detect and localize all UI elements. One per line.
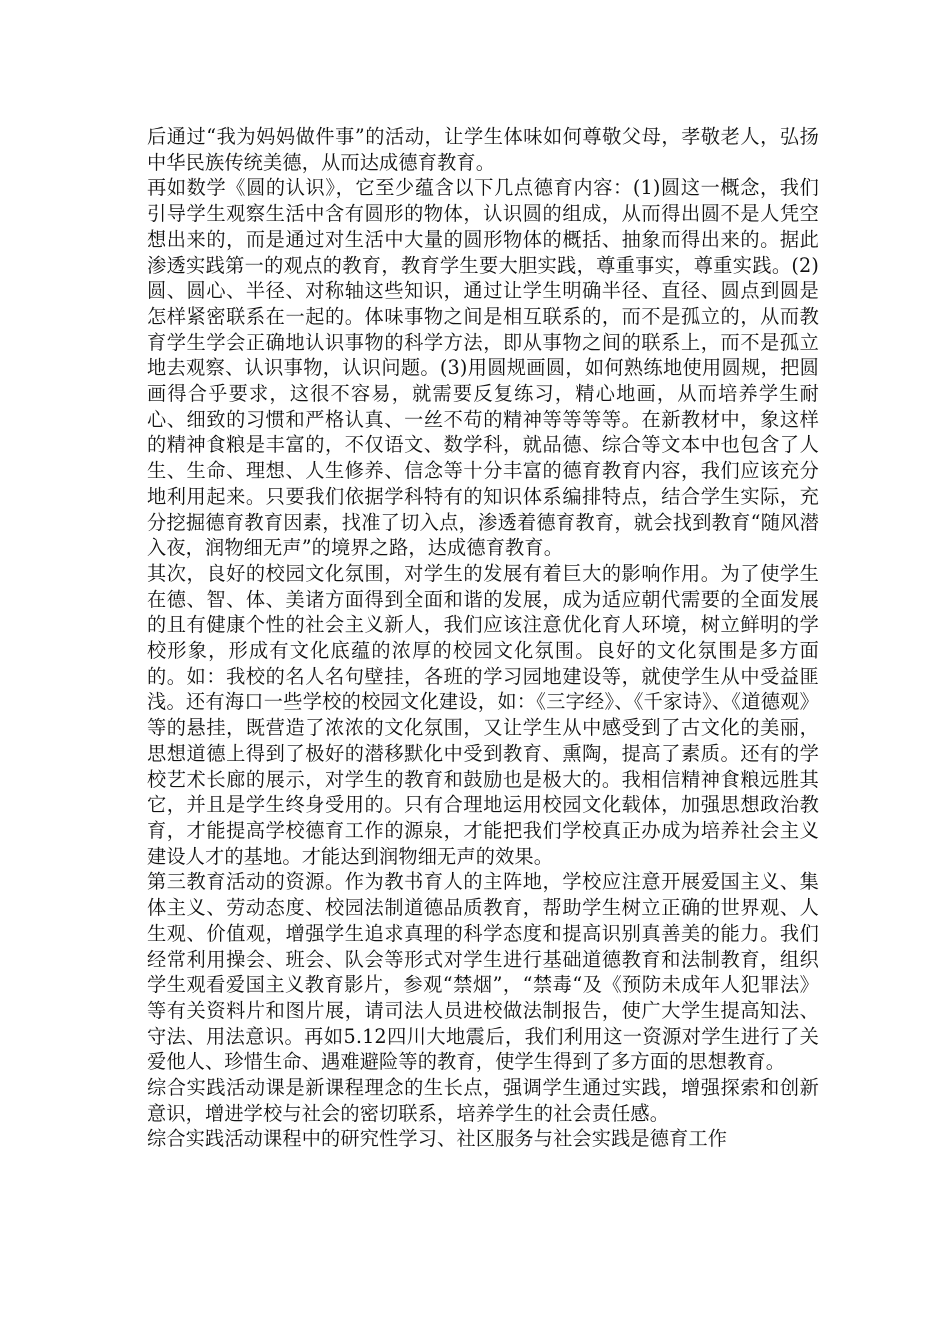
paragraph: 综合实践活动课是新课程理念的生长点，强调学生通过实践，增强探索和创新意识，增进学校与社会的密切联系，培养学生的社会责任感。: [147, 1076, 819, 1125]
body-text: [147, 124, 819, 1152]
paragraph: 后通过“我为妈妈做件事”的活动，让学生体味如何尊敬父母，孝敬老人，弘扬中华民族传统美德，从而达成德育教育。: [147, 125, 819, 174]
paragraph: 综合实践活动课程中的研究性学习、社区服务与社会实践是德育工作: [147, 1127, 728, 1151]
paragraph: 第三教育活动的资源。作为教书育人的主阵地，学校应注意开展爱国主义、集体主义、劳动态度、校园法制道德品质教育，帮助学生树立正确的世界观、人生观、价值观，增强学生追求真理的科学态度和提高识别真善美的能力。我们经常利用操会、班会、队会等形式对学生进行基础道德教育和法制教育，组织学生观看爱国主义教育影片，参观“禁烟”，“禁毒“及《预防未成年人犯罪法》等有关资料片和图片展，请司法人员进校做法制报告，使广大学生提高知法、守法、用法意识。再如5.12四川大地震后，我们利用这一资源对学生进行了关爱他人、珍惜生命、遇难避险等的教育，使学生得到了多方面的思想教育。: [147, 870, 819, 1074]
paragraph: 其次，良好的校园文化氛围，对学生的发展有着巨大的影响作用。为了使学生在德、智、体、美诸方面得到全面和谐的发展，成为适应朝代需要的全面发展的且有健康个性的社会主义新人，我们应该注意优化育人环境，树立鲜明的学校形象，形成有文化底蕴的浓厚的校园文化氛围。良好的文化氛围是多方面的。如：我校的名人名句壁挂，各班的学习园地建设等，就使学生从中受益匪浅。还有海口一些学校的校园文化建设，如：《三字经》、《千家诗》、《道德观》等的悬挂，既营造了浓浓的文化氛围，又让学生从中感受到了古文化的美丽，思想道德上得到了极好的潜移默化中受到教育、熏陶，提高了素质。还有的学校艺术长廊的展示，对学生的教育和鼓励也是极大的。我相信精神食粮远胜其它，并且是学生终身受用的。只有合理地运用校园文化载体，加强思想政治教育，才能提高学校德育工作的源泉，才能把我们学校真正办成为培养社会主义建设人才的基地。才能达到润物细无声的效果。: [147, 561, 819, 868]
paragraph: 再如数学《圆的认识》，它至少蕴含以下几点德育内容：(1)圆这一概念，我们引导学生观察生活中含有圆形的物体，认识圆的组成，从而得出圆不是人凭空想出来的，而是通过对生活中大量的圆形物体的概括、抽象而得出来的。据此渗透实践第一的观点的教育，教育学生要大胆实践，尊重事实，尊重实践。(2)圆、圆心、半径、对称轴这些知识，通过让学生明确半径、直径、圆点到圆是怎样紧密联系在一起的。体味事物之间是相互联系的，而不是孤立的，从而教育学生学会正确地认识事物的科学方法，即从事物之间的联系上，而不是孤立地去观察、认识事物，认识问题。(3)用圆规画圆，如何熟练地使用圆规，把圆画得合乎要求，这很不容易，就需要反复练习，精心地画，从而培养学生耐心、细致的习惯和严格认真、一丝不苟的精神等等等等。在新教材中，象这样的精神食粮是丰富的，不仅语文、数学科，就品德、综合等文本中也包含了人生、生命、理想、人生修养、信念等十分丰富的德育教育内容，我们应该充分地利用起来。只要我们依据学科特有的知识体系编排特点，结合学生实际，充分挖掘德育教育因素，找准了切入点，渗透着德育教育，就会找到教育“随风潜入夜，润物细无声”的境界之路，达成德育教育。: [147, 176, 819, 560]
